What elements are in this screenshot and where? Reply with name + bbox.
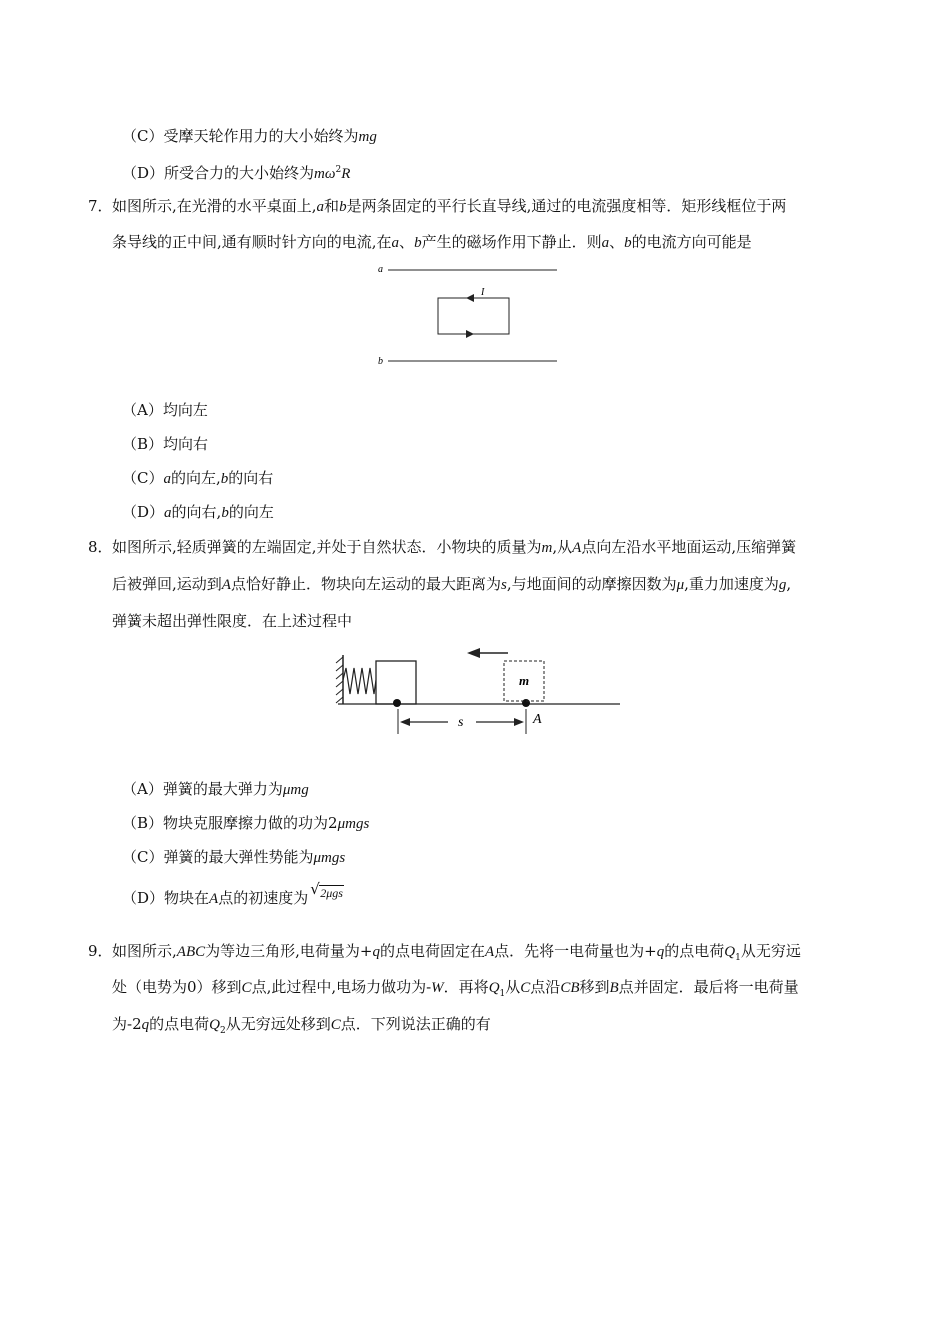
wire-a-label: a [378, 264, 383, 275]
q8-option-d: （D）物块在A点的初速度为 √ 2μgs [122, 880, 343, 907]
mass-label: m [519, 673, 530, 688]
q7-stem-line1: 如图所示,在光滑的水平桌面上,a和b是两条固定的平行长直导线,通过的电流强度相等．矩形线框位于两 [112, 197, 787, 215]
rectangular-loop [438, 298, 509, 334]
q7-option-d: （D）a的向右,b的向左 [122, 503, 274, 521]
q8-option-c: （C）弹簧的最大弹性势能为μmgs [122, 848, 346, 866]
wall-hatching [336, 657, 343, 703]
point-left-dot [393, 699, 401, 707]
current-arrow-bottom [466, 330, 474, 338]
sqrt-expression: √ 2μgs [310, 880, 343, 900]
q7-stem-line2: 条导线的正中间,通有顺时针方向的电流,在a、b产生的磁场作用下静止．则a、b的电流方向可能是 [112, 233, 752, 251]
q8-stem-line3: 弹簧未超出弹性限度．在上述过程中 [112, 612, 353, 630]
q8-spring-figure [330, 643, 625, 740]
q9-stem-line2: 处（电势为0）移到C点,此过程中,电场力做功为-W．再将$Q_1$从C点沿CB移到B点并固定．最后将一电荷量 [112, 978, 799, 999]
s-label: s [458, 715, 464, 730]
spring [343, 668, 376, 694]
q7-wire-figure [370, 258, 570, 373]
q8-option-a: （A）弹簧的最大弹力为μmg [122, 780, 309, 798]
q8-option-b: （B）物块克服摩擦力做的功为2μmgs [122, 814, 370, 832]
q9-stem-line1: 如图所示,ABC为等边三角形,电荷量为+q的点电荷固定在A点．先将一电荷量也为+q的点电荷$Q_1$从无穷远 [112, 942, 801, 963]
q7-option-c: （C）a的向左,b的向右 [122, 469, 274, 487]
a-label: A [533, 712, 542, 727]
s-arrow-left-head [400, 718, 410, 726]
q8-stem-line1: 如图所示,轻质弹簧的左端固定,并处于自然状态．小物块的质量为m,从A点向左沿水平地面运动,压缩弹簧 [112, 538, 797, 556]
q7-number: 7． [88, 197, 113, 215]
q6-option-c: （C）受摩天轮作用力的大小始终为mg [122, 127, 377, 145]
q6-option-d: （D）所受合力的大小始终为$m\omega^2R$ [122, 164, 351, 182]
current-arrow-top [466, 294, 474, 302]
current-label: I [481, 287, 485, 298]
q8-number: 8． [88, 538, 113, 556]
q7-option-a: （A）均向左 [122, 401, 208, 419]
q8-stem-line2: 后被弹回,运动到A点恰好静止．物块向左运动的最大距离为s,与地面间的动摩擦因数为μ,重力加速度为g, [112, 575, 792, 593]
s-arrow-right-head [514, 718, 524, 726]
point-a-dot [522, 699, 530, 707]
q7-option-b: （B）均向右 [122, 435, 209, 453]
wire-b-label: b [378, 356, 383, 367]
q9-number: 9． [88, 942, 113, 960]
q9-stem-line3: 为-2q的点电荷$Q_2$从无穷远处移到C点．下列说法正确的有 [112, 1015, 491, 1036]
block [376, 661, 416, 704]
motion-arrow-head [467, 648, 480, 658]
